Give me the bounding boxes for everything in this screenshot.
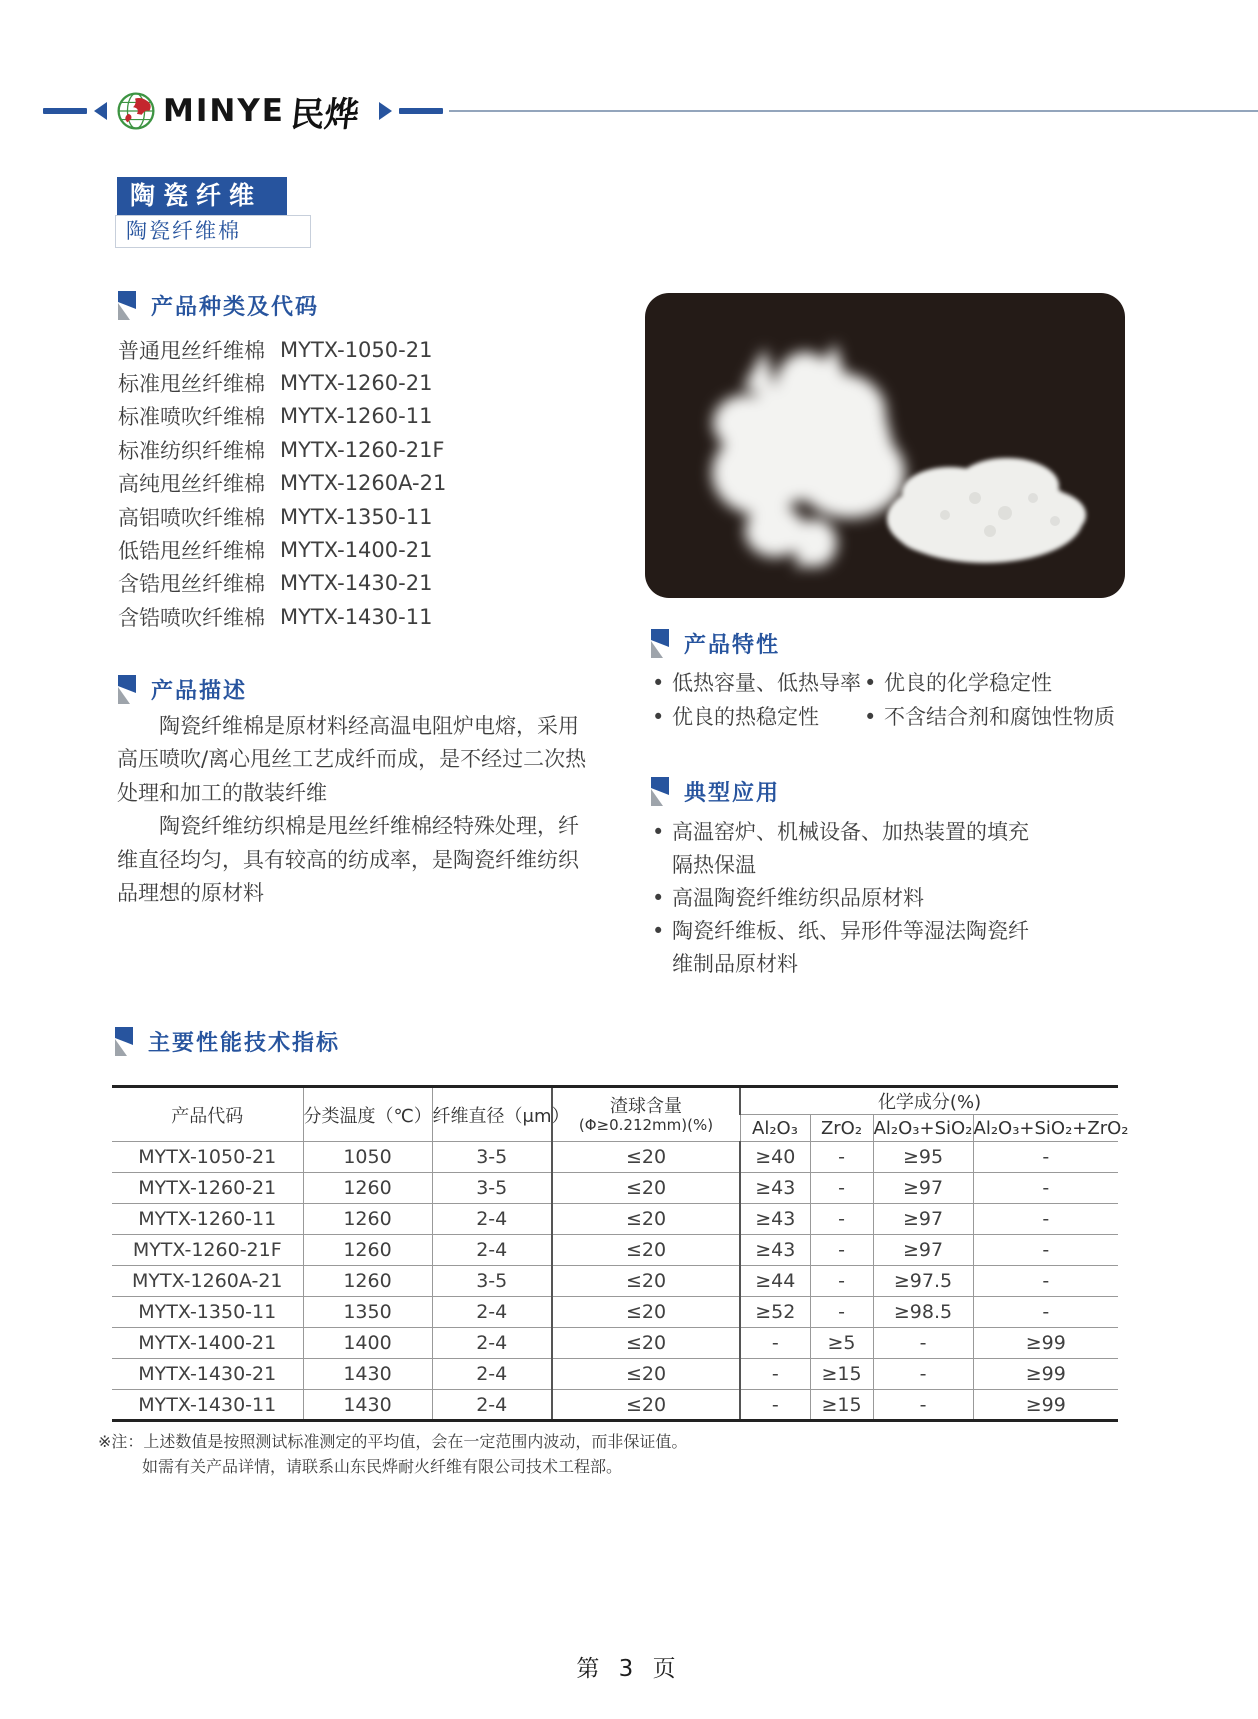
section-flag-icon — [112, 1027, 133, 1056]
section-flag-icon — [648, 777, 669, 806]
spec-cell: ≥99 — [973, 1328, 1118, 1359]
spec-cell: ≥43 — [740, 1173, 810, 1204]
spec-cell: - — [810, 1266, 873, 1297]
table-row — [112, 1266, 1118, 1297]
spec-cell: MYTX-1430-21 — [112, 1359, 303, 1390]
table-row — [112, 1142, 1118, 1173]
spec-cell: ≤20 — [552, 1297, 740, 1328]
product-name: 普通甩丝纤维棉 — [118, 338, 265, 363]
product-name: 含锆甩丝纤维棉 — [118, 572, 265, 597]
spec-cell: MYTX-1260-11 — [112, 1204, 303, 1235]
spec-cell: - — [810, 1235, 873, 1266]
spec-cell: - — [740, 1390, 810, 1421]
section-title: 产品描述 — [151, 678, 248, 704]
specs-table-head — [112, 1087, 1129, 1142]
product-name: 高铝喷吹纤维棉 — [118, 505, 265, 530]
spec-cell: - — [873, 1359, 973, 1390]
product-photo — [645, 293, 1125, 598]
spec-cell: - — [973, 1142, 1118, 1173]
product-name: 标准纺织纤维棉 — [118, 438, 265, 463]
product-name: 低锆甩丝纤维棉 — [118, 539, 265, 564]
description-paragraph: 陶瓷纤维纺织棉是甩丝纤维棉经特殊处理，纤维直径均匀，具有较高的纺成率，是陶瓷纤维纺织品理想的原材料 — [117, 814, 579, 906]
spec-cell: 1050 — [303, 1142, 432, 1173]
spec-cell: ≥5 — [810, 1328, 873, 1359]
table-row — [112, 1297, 1118, 1328]
fiber-cotton-image — [645, 293, 1125, 598]
spec-cell: 3-5 — [432, 1173, 552, 1204]
spec-cell: ≥97.5 — [873, 1266, 973, 1297]
product-code: MYTX-1430-21 — [280, 571, 433, 596]
spec-cell: ≤20 — [552, 1328, 740, 1359]
spec-cell: 1350 — [303, 1297, 432, 1328]
header-rule — [449, 110, 1258, 112]
spec-cell: - — [973, 1173, 1118, 1204]
shot-content-spec: (Φ≥0.212mm)(%) — [578, 1115, 714, 1134]
spec-cell: ≥15 — [810, 1390, 873, 1421]
table-row — [112, 1204, 1118, 1235]
page-number: 第 3 页 — [576, 1656, 682, 1682]
section-head-specs — [112, 1026, 340, 1056]
header-right-dash — [399, 108, 443, 114]
section-flag-icon — [115, 291, 136, 320]
feature-item: • 不含结合剂和腐蚀性物质 — [862, 700, 1115, 734]
spec-cell: ≤20 — [552, 1235, 740, 1266]
footnotes — [98, 1429, 687, 1479]
product-code-row — [118, 366, 588, 399]
col-header-al2o3-sio2-zro2: Al₂O₃+SiO₂+ZrO₂ — [973, 1115, 1118, 1142]
feature-item: • 优良的热稳定性 — [650, 700, 862, 734]
product-code: MYTX-1260-11 — [280, 404, 433, 429]
spec-cell: ≤20 — [552, 1359, 740, 1390]
spec-cell: MYTX-1260-21F — [112, 1235, 303, 1266]
product-name: 高纯甩丝纤维棉 — [118, 472, 265, 497]
product-code-row — [118, 500, 588, 533]
right-arrow-icon — [379, 102, 392, 120]
section-head-applications — [648, 776, 780, 806]
spec-cell: - — [810, 1142, 873, 1173]
features-list — [650, 666, 1115, 734]
col-header-zro2: ZrO₂ — [810, 1115, 873, 1142]
spec-cell: ≥97 — [873, 1235, 973, 1266]
application-item: • 陶瓷纤维板、纸、异形件等湿法陶瓷纤维制品原材料 — [650, 915, 1042, 981]
spec-cell: 2-4 — [432, 1204, 552, 1235]
spec-cell: ≥99 — [973, 1359, 1118, 1390]
spec-cell: - — [740, 1359, 810, 1390]
specs-table — [112, 1085, 1129, 1422]
table-row — [112, 1390, 1118, 1421]
col-header-class-temp: 分类温度（℃） — [303, 1087, 432, 1142]
section-title: 典型应用 — [684, 780, 781, 806]
spec-cell: ≥97 — [873, 1204, 973, 1235]
product-code: MYTX-1260A-21 — [280, 471, 447, 496]
spec-cell: 2-4 — [432, 1359, 552, 1390]
spec-cell: MYTX-1260-21 — [112, 1173, 303, 1204]
spec-cell: - — [873, 1328, 973, 1359]
spec-cell: MYTX-1430-11 — [112, 1390, 303, 1421]
col-header-fiber-diameter: 纤维直径（μm） — [432, 1087, 552, 1142]
spec-cell: - — [810, 1204, 873, 1235]
description-paragraph: 陶瓷纤维棉是原材料经高温电阻炉电熔，采用高压喷吹/离心甩丝工艺成纤而成，是不经过二次热处理和加工的散装纤维 — [117, 714, 587, 805]
spec-cell: - — [973, 1266, 1118, 1297]
spec-cell: ≤20 — [552, 1390, 740, 1421]
section-flag-icon — [115, 675, 136, 704]
table-row — [112, 1235, 1118, 1266]
feature-item: • 低热容量、低热导率 — [650, 666, 862, 700]
spec-cell: MYTX-1350-11 — [112, 1297, 303, 1328]
product-name: 含锆喷吹纤维棉 — [118, 605, 265, 630]
spec-cell: 2-4 — [432, 1328, 552, 1359]
spec-cell: ≥43 — [740, 1204, 810, 1235]
spec-cell: 1260 — [303, 1173, 432, 1204]
section-flag-icon — [648, 629, 669, 658]
product-code-row — [118, 400, 588, 433]
product-code-row — [118, 333, 588, 366]
globe-logo-icon — [117, 92, 155, 130]
product-description — [117, 710, 595, 910]
spec-cell: ≤20 — [552, 1142, 740, 1173]
spec-cell: - — [973, 1297, 1118, 1328]
section-title: 主要性能技术指标 — [148, 1030, 341, 1056]
spec-cell: ≥40 — [740, 1142, 810, 1173]
spec-cell: 3-5 — [432, 1142, 552, 1173]
spec-cell: 1260 — [303, 1235, 432, 1266]
application-item: • 高温陶瓷纤维纺织品原材料 — [650, 882, 1042, 915]
product-code: MYTX-1260-21F — [280, 437, 445, 462]
section-title: 产品种类及代码 — [151, 294, 320, 320]
spec-cell: ≥15 — [810, 1359, 873, 1390]
brand-name-en: MINYE — [163, 93, 285, 129]
spec-cell: ≤20 — [552, 1204, 740, 1235]
section-head-product-codes — [115, 290, 319, 320]
footnote-line: ※注：上述数值是按照测试标准测定的平均值，会在一定范围内波动，而非保证值。 — [98, 1432, 688, 1451]
header-left-dash — [43, 108, 87, 114]
spec-cell: - — [873, 1390, 973, 1421]
left-arrow-icon — [94, 102, 107, 120]
product-code: MYTX-1400-21 — [280, 538, 433, 563]
footnote-line: 如需有关产品详情，请联系山东民烨耐火纤维有限公司技术工程部。 — [142, 1457, 623, 1476]
product-code: MYTX-1050-21 — [280, 337, 433, 362]
table-header-row — [112, 1087, 1118, 1115]
spec-cell: ≥98.5 — [873, 1297, 973, 1328]
spec-cell: MYTX-1050-21 — [112, 1142, 303, 1173]
spec-cell: - — [810, 1297, 873, 1328]
spec-cell: 3-5 — [432, 1266, 552, 1297]
product-code-row — [118, 567, 588, 600]
spec-cell: ≥52 — [740, 1297, 810, 1328]
product-code-row — [118, 533, 588, 566]
spec-cell: 1400 — [303, 1328, 432, 1359]
table-row — [112, 1173, 1118, 1204]
spec-cell: - — [973, 1235, 1118, 1266]
spec-cell: ≤20 — [552, 1173, 740, 1204]
application-item: • 高温窑炉、机械设备、加热装置的填充隔热保温 — [650, 816, 1042, 882]
spec-cell: ≥43 — [740, 1235, 810, 1266]
spec-cell: 1260 — [303, 1266, 432, 1297]
spec-cell: MYTX-1260A-21 — [112, 1266, 303, 1297]
product-code: MYTX-1260-21 — [280, 371, 433, 396]
product-code-row — [118, 467, 588, 500]
spec-cell: 2-4 — [432, 1235, 552, 1266]
page-subtitle: 陶瓷纤维棉 — [115, 215, 311, 248]
table-row — [112, 1359, 1118, 1390]
spec-cell: - — [973, 1204, 1118, 1235]
col-header-chem-group: 化学成分(%) — [740, 1087, 1118, 1115]
spec-cell: ≥97 — [873, 1173, 973, 1204]
feature-item: • 优良的化学稳定性 — [862, 666, 1115, 700]
product-code-row — [118, 600, 588, 633]
spec-cell: 2-4 — [432, 1390, 552, 1421]
spec-cell: ≥95 — [873, 1142, 973, 1173]
spec-cell: - — [740, 1328, 810, 1359]
spec-cell: - — [810, 1173, 873, 1204]
page-title: 陶瓷纤维 — [117, 177, 287, 215]
specs-table-body — [112, 1142, 1118, 1421]
header — [43, 86, 1258, 136]
product-name: 标准喷吹纤维棉 — [118, 405, 265, 430]
spec-cell: ≥99 — [973, 1390, 1118, 1421]
product-code-list — [118, 333, 588, 634]
spec-cell: ≤20 — [552, 1266, 740, 1297]
brand-name-cn: 民烨 — [288, 94, 361, 135]
spec-cell: 1260 — [303, 1204, 432, 1235]
spec-cell: 1430 — [303, 1390, 432, 1421]
section-title: 产品特性 — [684, 632, 781, 658]
product-code-row — [118, 433, 588, 466]
shot-content-title: 渣球含量 — [610, 1095, 682, 1117]
product-code: MYTX-1350-11 — [280, 504, 433, 529]
product-code: MYTX-1430-11 — [280, 604, 433, 629]
spec-cell: 1430 — [303, 1359, 432, 1390]
spec-cell: MYTX-1400-21 — [112, 1328, 303, 1359]
spec-cell: 2-4 — [432, 1297, 552, 1328]
applications-list — [650, 816, 1042, 981]
col-header-al2o3: Al₂O₃ — [740, 1115, 810, 1142]
spec-cell: ≥44 — [740, 1266, 810, 1297]
col-header-shot-content — [552, 1087, 740, 1142]
col-header-product-code: 产品代码 — [112, 1087, 303, 1142]
section-head-description — [115, 674, 247, 704]
table-row — [112, 1328, 1118, 1359]
product-name: 标准甩丝纤维棉 — [118, 372, 265, 397]
col-header-al2o3-sio2: Al₂O₃+SiO₂ — [873, 1115, 973, 1142]
section-head-features — [648, 628, 780, 658]
